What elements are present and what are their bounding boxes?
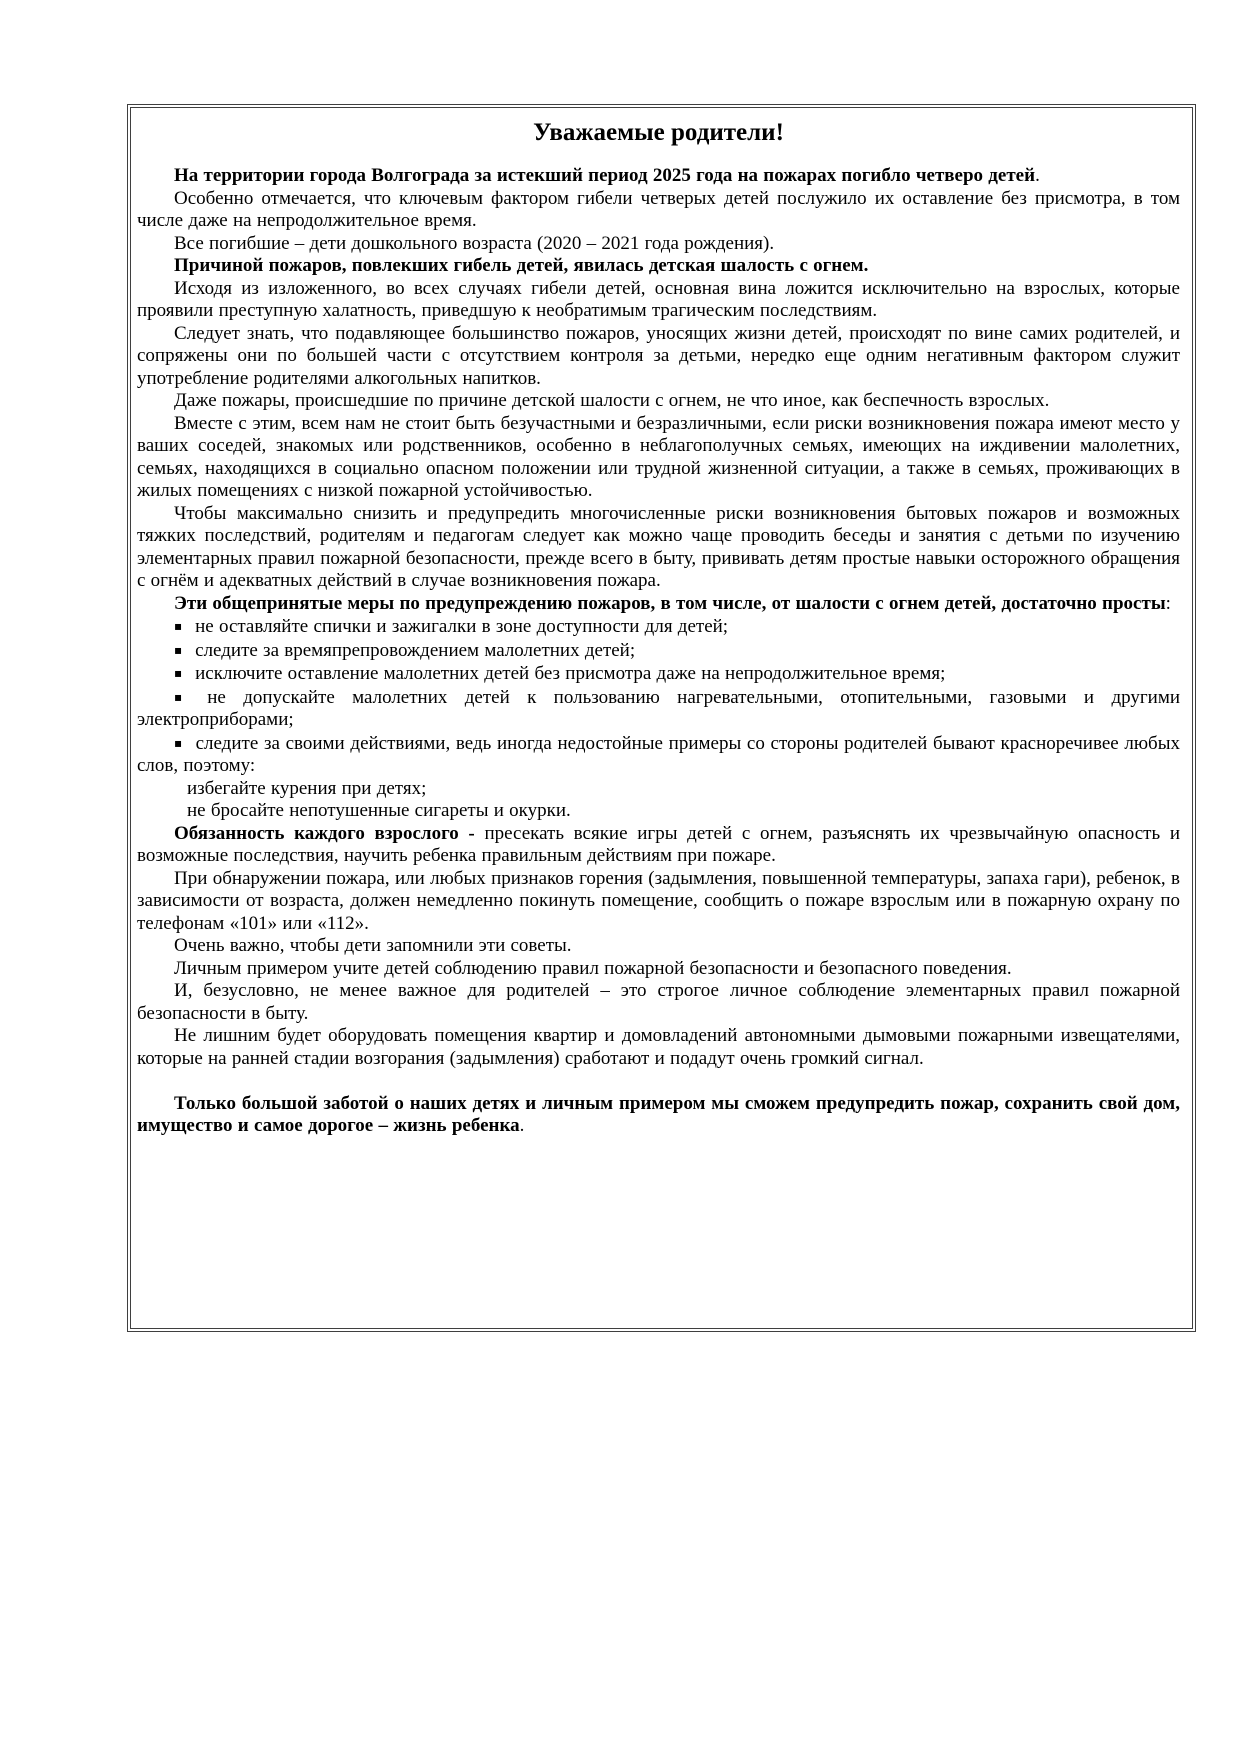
bullet-marker-icon: ▪	[174, 619, 183, 633]
text-run: Не лишним будет оборудовать помещения квартир и домовладений автономными дымовыми пожарными извещателями, которые на ранней стадии возгорания (задымления) сработают и подадут очень громкий сигнал.	[137, 1025, 1180, 1069]
paragraph	[137, 390, 1180, 413]
paragraph	[137, 188, 1180, 233]
bullet-item	[137, 732, 1180, 778]
text-run: На территории города Волгограда за истекший период 2025 года на пожарах погибло четверо детей	[174, 165, 1036, 186]
text-run: Особенно отмечается, что ключевым фактором гибели четверых детей послужило их оставление без присмотра, в том числе даже на непродолжительное время.	[137, 187, 1180, 231]
paragraph	[137, 233, 1180, 256]
text-run: следите за своими действиями, ведь иногда недостойные примеры со стороны родителей бывают красноречивее любых слов, поэтому:	[137, 732, 1180, 776]
text-run: Только большой заботой о наших детях и личным примером мы сможем предупредить пожар, сохранить свой дом, имущество и самое дорогое – жизнь ребенка	[137, 1092, 1180, 1136]
text-run: пресекать всякие игры детей с огнем, разъяснять их чрезвычайную опасность и возможные последствия, научить ребенка правильным действиям при пожаре.	[137, 822, 1180, 866]
text-run: Все погибшие – дети дошкольного возраста (2020 – 2021 года рождения).	[174, 232, 775, 254]
text-run: Причиной пожаров, повлекших гибель детей, явилась детская шалость с огнем.	[174, 255, 869, 276]
bullet-marker-icon: ▪	[174, 666, 183, 680]
bullet-marker-icon: ▪	[174, 689, 195, 704]
document-body	[137, 165, 1180, 1138]
bullet-item	[137, 662, 1180, 686]
paragraph	[137, 958, 1180, 981]
paragraph	[137, 255, 1180, 278]
text-run: не оставляйте спички и зажигалки в зоне доступности для детей;	[195, 616, 729, 637]
paragraph	[137, 1093, 1180, 1138]
paragraph	[137, 503, 1180, 593]
bullet-item	[137, 686, 1180, 732]
paragraph	[137, 1025, 1180, 1070]
paragraph	[137, 868, 1180, 936]
bullet-marker-icon: ▪	[174, 735, 183, 750]
paragraph	[137, 278, 1180, 323]
paragraph	[137, 980, 1180, 1025]
text-run: исключите оставление малолетних детей без присмотра даже на непродолжительное время;	[195, 663, 946, 684]
sub-item	[137, 778, 1180, 801]
text-run: не допускайте малолетних детей к пользованию нагревательными, отопительными, газовыми и другими электроприборами;	[137, 686, 1181, 730]
paragraph	[137, 593, 1180, 616]
paragraph-spacer	[137, 1070, 1180, 1093]
text-run: Эти общепринятые меры по предупреждению пожаров, в том числе, от шалости с огнем детей, достаточно просты	[174, 592, 1166, 614]
paragraph	[137, 823, 1180, 868]
paragraph	[137, 323, 1180, 391]
bullet-item	[137, 615, 1180, 639]
text-run: Даже пожары, происшедшие по причине детской шалости с огнем, не что иное, как беспечность взрослых.	[174, 390, 1050, 411]
text-run: избегайте курения при детях;	[187, 777, 427, 799]
text-run: :	[1165, 592, 1171, 614]
text-run: И, безусловно, не менее важное для родителей – это строгое личное соблюдение элементарных правил пожарной безопасности в быту.	[137, 980, 1180, 1024]
text-run: .	[519, 1115, 525, 1136]
text-run: Очень важно, чтобы дети запомнили эти советы.	[174, 935, 572, 956]
paragraph	[137, 165, 1180, 188]
paragraph	[137, 935, 1180, 958]
text-run: Обязанность каждого взрослого -	[174, 822, 485, 844]
text-run: следите за времяпрепровождением малолетних детей;	[195, 639, 636, 661]
text-run: Исходя из изложенного, во всех случаях гибели детей, основная вина ложится исключительно на взрослых, которые проявили преступную халатность, приведшую к необратимым трагическим последствиям.	[137, 277, 1180, 321]
text-run: При обнаружении пожара, или любых признаков горения (задымления, повышенной температуры, запаха гари), ребенок, в зависимости от возраста, должен немедленно покинуть помещение, сообщить о пожаре взрослым или в пожарную охрану по телефонам «101» или «112».	[137, 867, 1180, 934]
text-run: Чтобы максимально снизить и предупредить многочисленные риски возникновения бытовых пожаров и возможных тяжких последствий, родителям и педагогам следует как можно чаще проводить беседы и занятия с детьми по изучению элементарных правил пожарной безопасности, прежде всего в быту, прививать детям простые навыки осторожного обращения с огнём и адекватных действий в случае возникновения пожара.	[137, 502, 1180, 591]
text-run: Вместе с этим, всем нам не стоит быть безучастными и безразличными, если риски возникновения пожара имеют место у ваших соседей, знакомых или родственников, особенно в неблагополучных семьях, имеющих на иждивении малолетних, семьях, находящихся в социально опасном положении или трудной жизненной ситуации, а также в семьях, проживающих в жилых помещениях с низкой пожарной устойчивостью.	[137, 412, 1180, 501]
text-run: Личным примером учите детей соблюдению правил пожарной безопасности и безопасного поведения.	[174, 957, 1012, 979]
document-title: Уважаемые родители!	[533, 119, 784, 146]
bullet-marker-icon: ▪	[174, 642, 183, 657]
text-run: .	[1035, 165, 1040, 186]
text-run: Следует знать, что подавляющее большинство пожаров, уносящих жизни детей, происходят по вине самих родителей, и сопряжены они по большей части с отсутствием контроля за детьми, нередко еще одним негативным фактором служит употребление родителями алкогольных напитков.	[137, 322, 1180, 389]
bullet-item	[137, 639, 1180, 663]
sub-item	[137, 800, 1180, 823]
text-run: не бросайте непотушенные сигареты и окурки.	[187, 800, 571, 821]
document-frame	[127, 104, 1196, 1332]
paragraph	[137, 413, 1180, 503]
